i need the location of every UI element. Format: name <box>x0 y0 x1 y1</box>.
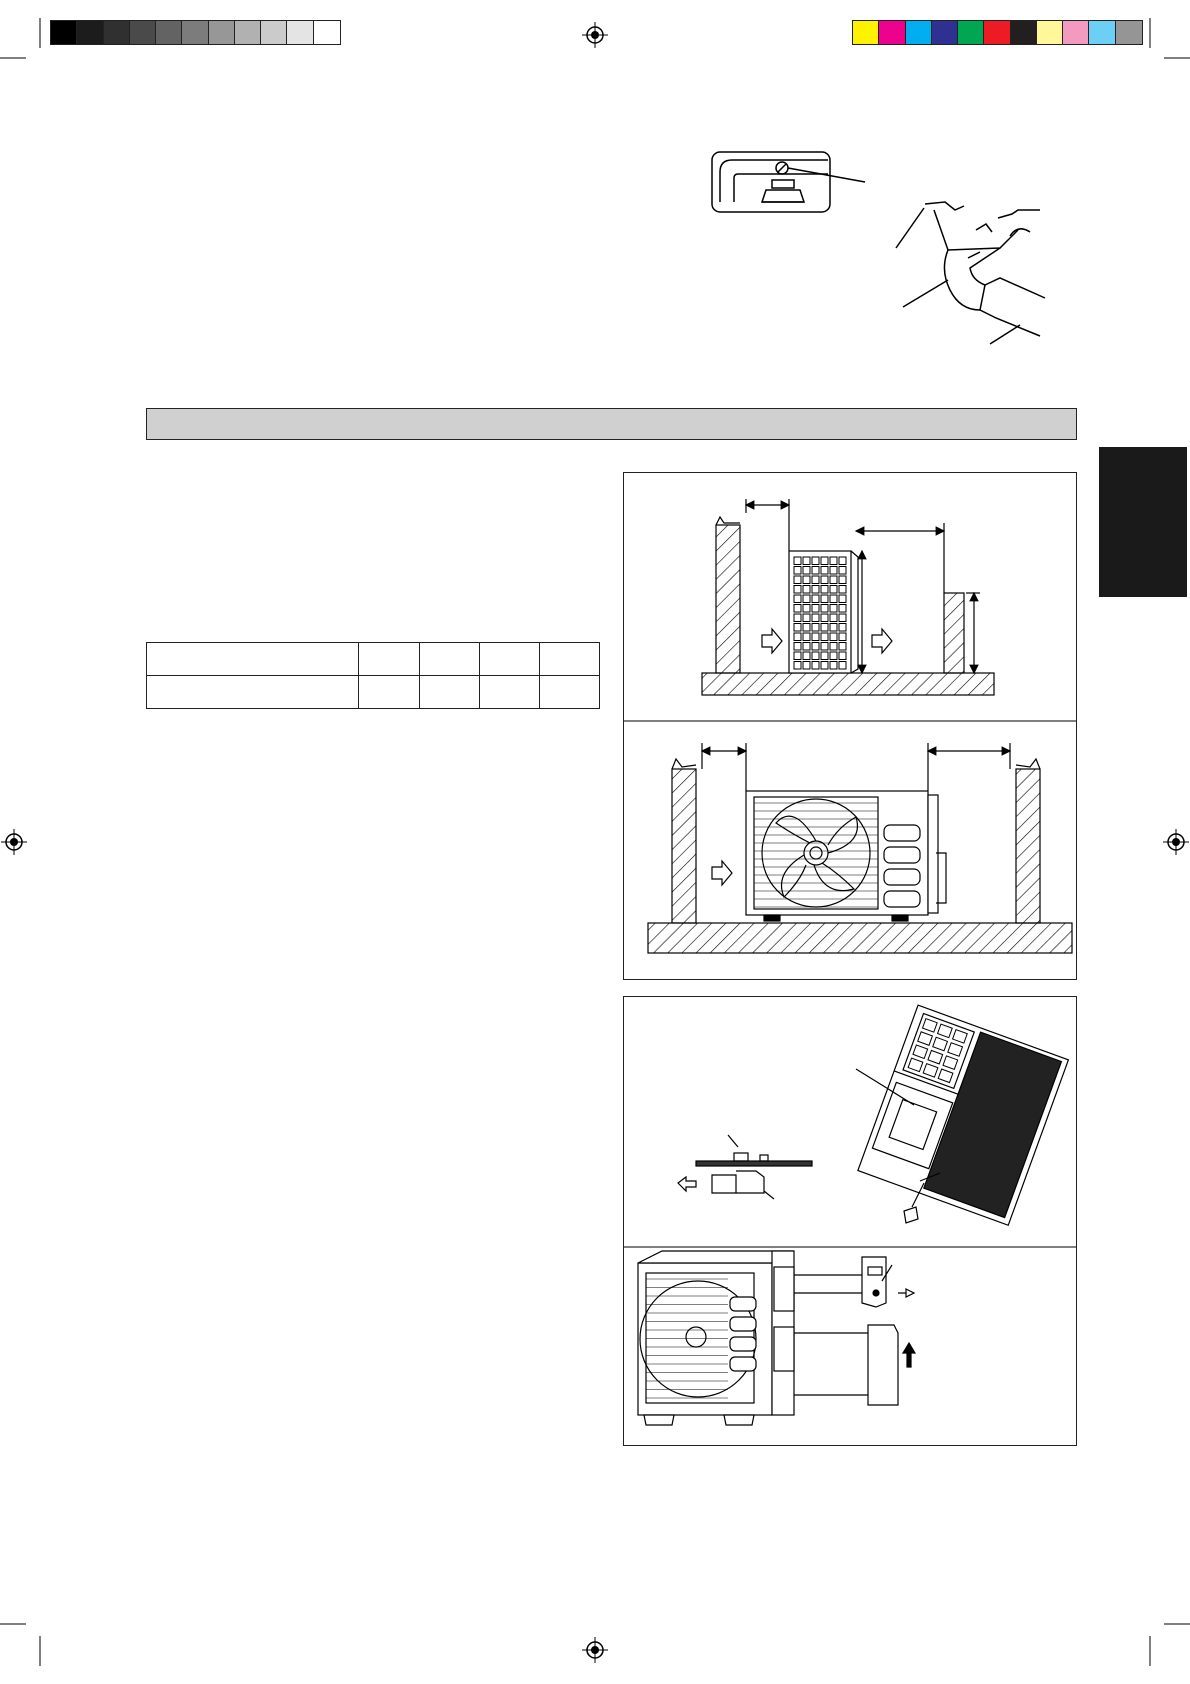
color-swatch <box>51 21 77 44</box>
color-swatch <box>209 21 235 44</box>
color-swatch <box>104 21 130 44</box>
color-swatch <box>984 21 1010 44</box>
section-header-bar <box>146 408 1077 440</box>
spec-table <box>146 642 600 709</box>
color-swatch <box>932 21 958 44</box>
table-cell <box>539 643 599 676</box>
chapter-side-tab <box>1099 447 1187 597</box>
color-swatch <box>235 21 261 44</box>
color-swatch <box>906 21 932 44</box>
table-cell <box>539 676 599 709</box>
color-swatch <box>1037 21 1063 44</box>
table-cell <box>147 676 359 709</box>
registration-crosshair-icon <box>1163 829 1189 855</box>
table-cell <box>419 643 479 676</box>
table-cell <box>479 676 539 709</box>
clearance-figure-box <box>623 472 1077 980</box>
color-swatch <box>77 21 103 44</box>
color-swatch <box>156 21 182 44</box>
registration-crosshair-icon <box>582 1637 608 1663</box>
color-swatch <box>958 21 984 44</box>
table-row <box>147 643 600 676</box>
table-row <box>147 676 600 709</box>
table-cell <box>359 676 419 709</box>
table-cell <box>479 643 539 676</box>
color-swatch <box>287 21 313 44</box>
color-swatch <box>879 21 905 44</box>
color-swatch <box>853 21 879 44</box>
color-swatch <box>261 21 287 44</box>
registration-crosshair-icon <box>1 829 27 855</box>
table-cell <box>419 676 479 709</box>
color-swatch <box>1011 21 1037 44</box>
drain-plug-diagram <box>700 140 1070 360</box>
color-swatch <box>314 21 340 44</box>
process-color-bar <box>852 20 1143 45</box>
drain-installation-figure-box <box>623 996 1077 1446</box>
grayscale-bar <box>50 20 341 45</box>
color-swatch <box>1116 21 1142 44</box>
color-swatch <box>1089 21 1115 44</box>
registration-crosshair-icon <box>582 22 608 48</box>
table-cell <box>359 643 419 676</box>
color-swatch <box>1063 21 1089 44</box>
color-swatch <box>182 21 208 44</box>
color-swatch <box>130 21 156 44</box>
table-cell <box>147 643 359 676</box>
